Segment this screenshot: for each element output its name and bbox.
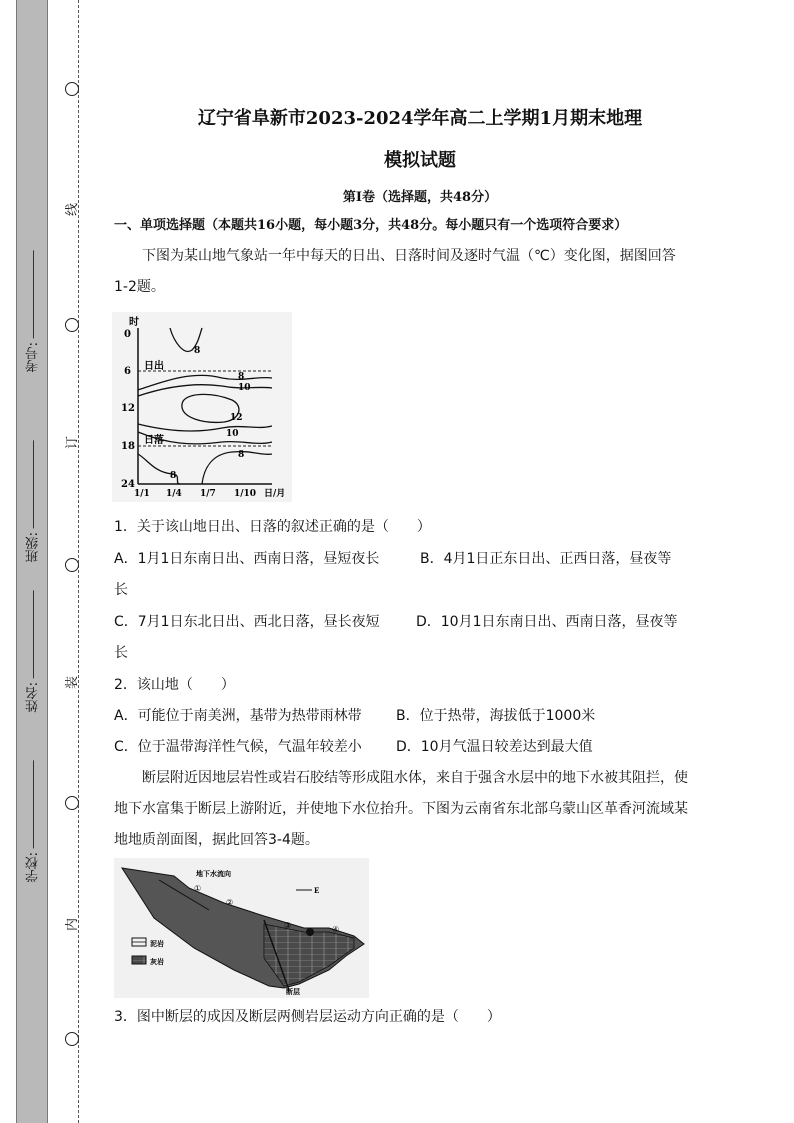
question-1-option-b[interactable]: B．4月1日正东日出、正西日落，昼夜等 — [420, 551, 672, 567]
marker: ③ — [284, 921, 292, 930]
question-2-option-b[interactable]: B．位于热带，海拔低于1000米 — [396, 708, 596, 724]
contour-label: 8 — [238, 450, 245, 460]
volume-heading: 第Ⅰ卷（选择题，共48分） — [342, 190, 498, 205]
fault-label: 断层 — [286, 987, 300, 996]
binding-hole — [65, 82, 79, 96]
contour-label: 8 — [238, 372, 245, 382]
question-1-stem: 1．关于该山地日出、日落的叙述正确的是（ ） — [114, 519, 431, 535]
x-tick: 1/7 — [200, 489, 216, 499]
east-label: E — [314, 886, 320, 895]
x-tick: 1/4 — [166, 489, 182, 499]
question-1-option-b-cont: 长 — [114, 582, 128, 598]
legend-limestone-label: 灰岩 — [150, 957, 164, 966]
sunrise-temperature-figure — [112, 312, 292, 502]
marker: ② — [226, 898, 234, 907]
question-2-stem: 2．该山地（ ） — [114, 677, 235, 693]
page-subtitle: 模拟试题 — [384, 150, 456, 171]
cut-char: 线 — [65, 202, 81, 217]
sunset-label: 日落 — [144, 435, 164, 446]
question-3-stem: 3．图中断层的成因及断层两侧岩层运动方向正确的是（ ） — [114, 1009, 501, 1025]
y-tick: 24 — [121, 479, 135, 490]
contour-label: 10 — [226, 429, 239, 439]
binding-hole — [65, 558, 79, 572]
question-1-option-c[interactable]: C．7月1日东北日出、西北日落，昼长夜短 — [114, 614, 380, 630]
geologic-section-figure — [114, 858, 369, 998]
y-tick: 18 — [121, 441, 135, 452]
sunrise-label: 日出 — [144, 361, 164, 372]
page-title: 辽宁省阜新市2023-2024学年高二上学期1月期末地理 — [197, 108, 643, 129]
x-unit-label: 日/月 — [264, 489, 286, 499]
exam-number-field: 考号: — [24, 250, 43, 372]
contour-label: 8 — [194, 346, 201, 356]
contour-label: 10 — [238, 383, 251, 393]
y-tick: 0 — [124, 329, 131, 340]
name-field: 姓名: — [24, 590, 43, 712]
binding-hole — [65, 796, 79, 810]
y-tick: 6 — [124, 366, 131, 377]
cut-char: 订 — [65, 435, 81, 450]
legend-limestone-swatch — [132, 956, 146, 964]
y-unit-label: 时 — [129, 317, 139, 328]
binding-hole — [65, 318, 79, 332]
y-tick: 12 — [121, 403, 135, 414]
legend-mudstone-label: 泥岩 — [150, 939, 164, 948]
section-heading: 一、单项选择题（本题共16小题，每小题3分，共48分。每小题只有一个选项符合要求） — [114, 218, 628, 233]
contour-label: 8 — [170, 471, 177, 481]
question-1-option-d[interactable]: D．10月1日东南日出、西南日落，昼夜等 — [416, 614, 678, 630]
contour-label: 12 — [230, 413, 243, 423]
school-field: 学校: — [24, 760, 43, 882]
question-1-option-a[interactable]: A．1月1日东南日出、西南日落，昼短夜长 — [114, 551, 380, 567]
flow-label: 地下水流向 — [196, 869, 231, 878]
spring-point — [306, 928, 314, 936]
question-2-option-d[interactable]: D．10月气温日较差达到最大值 — [396, 739, 593, 755]
class-field: 班级: — [24, 440, 43, 562]
x-tick: 1/1 — [134, 489, 150, 499]
marker: ④ — [332, 925, 340, 934]
intro-paragraph-2: 断层附近因地层岩性或岩石胶结等形成阻水体，来自于强含水层中的地下水被其阻拦，使地下水富集于断层上游附近，并使地下水位抬升。下图为云南省东北部乌蒙山区革香河流域某地地质剖面图，据此回答3-4题。 — [114, 770, 688, 848]
x-tick: 1/10 — [234, 489, 257, 499]
cut-char: 装 — [65, 675, 81, 690]
intro-paragraph-1: 下图为某山地气象站一年中每天的日出、日落时间及逐时气温（℃）变化图，据图回答1-2题。 — [114, 248, 676, 295]
question-2-option-a[interactable]: A．可能位于南美洲，基带为热带雨林带 — [114, 708, 362, 724]
question-2-option-c[interactable]: C．位于温带海洋性气候，气温年较差小 — [114, 739, 362, 755]
figure-background — [112, 312, 292, 502]
cut-char: 内 — [65, 917, 81, 932]
binding-hole — [65, 1032, 79, 1046]
question-1-option-d-cont: 长 — [114, 645, 128, 661]
marker: ① — [194, 884, 202, 893]
